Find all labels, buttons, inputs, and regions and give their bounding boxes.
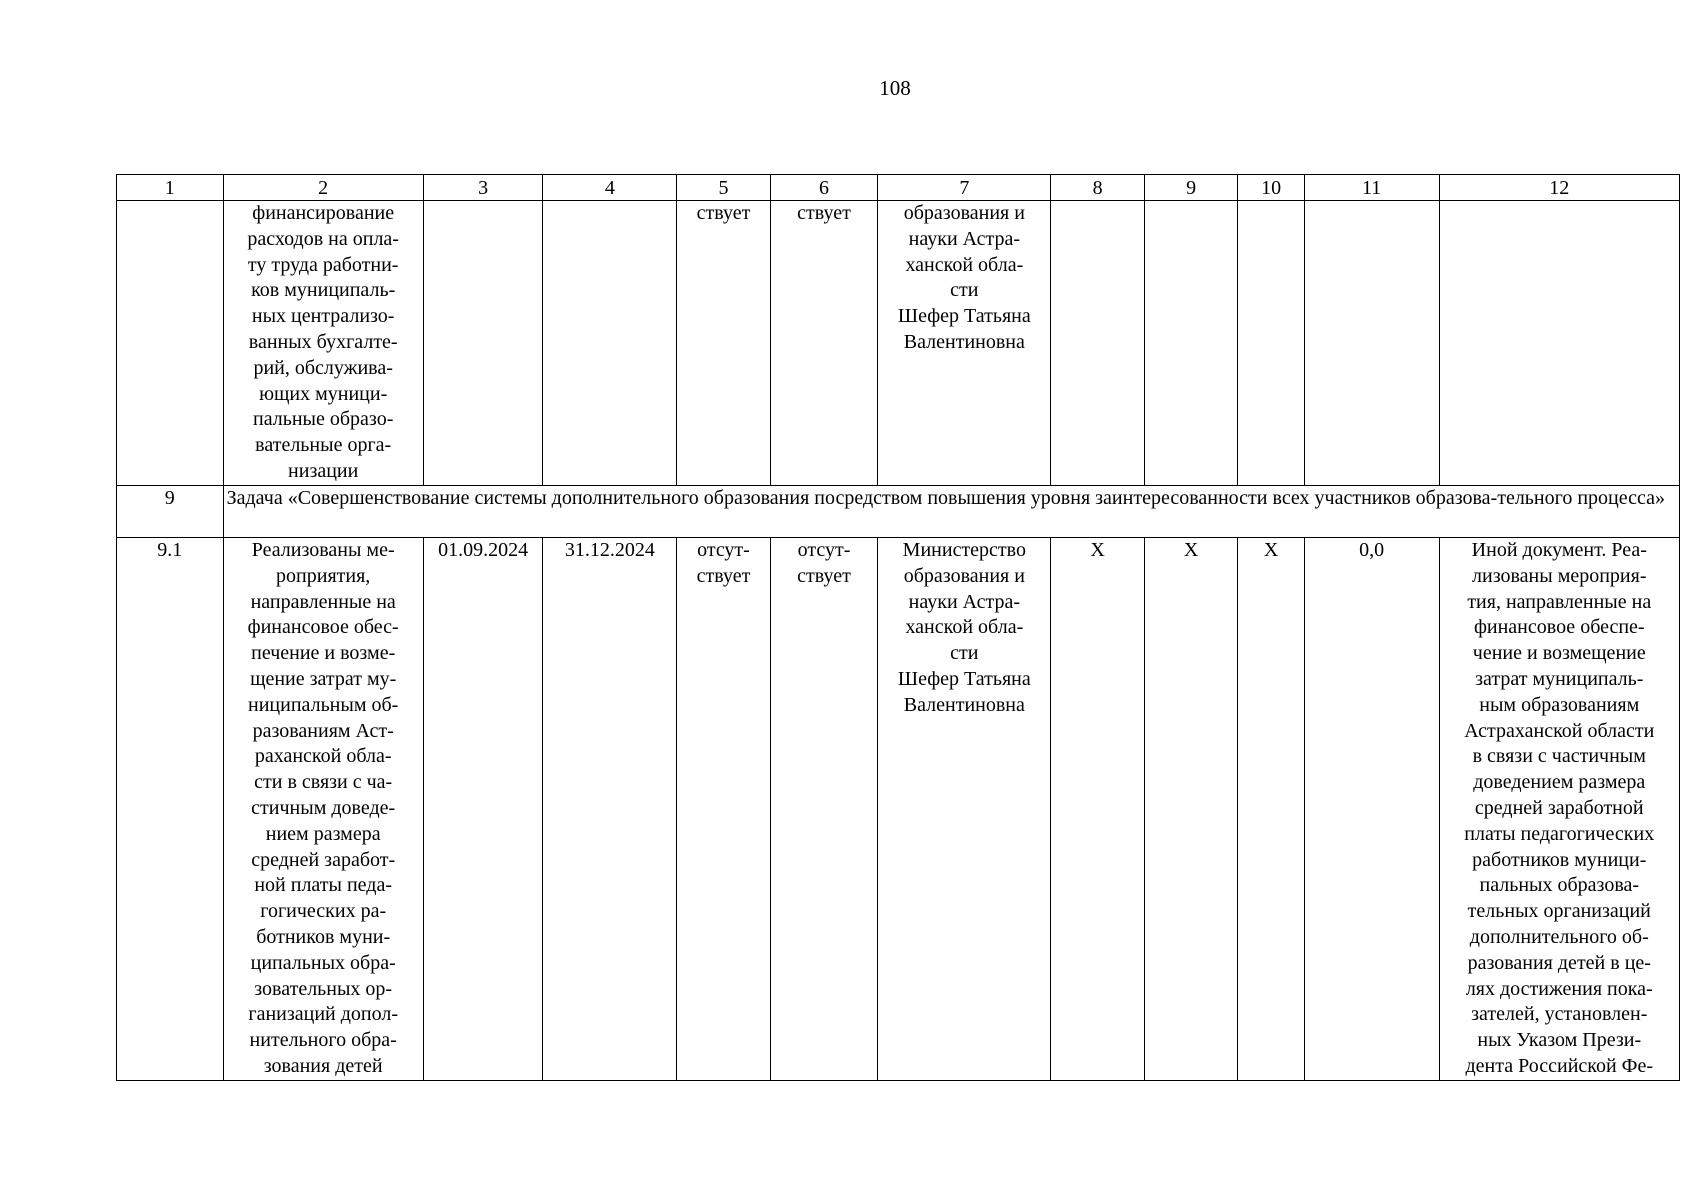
- table-cell: [1144, 201, 1238, 486]
- table-cell: [543, 201, 677, 486]
- start-date: 01.09.2024: [423, 538, 543, 1081]
- table-cell: образования и науки Астра- ханской обла- сти Шефер Татьяна Валентиновна: [878, 201, 1051, 486]
- column-number: 5: [677, 175, 771, 201]
- table-cell: 0,0: [1304, 538, 1439, 1081]
- end-date: 31.12.2024: [543, 538, 677, 1081]
- column-number: 8: [1051, 175, 1145, 201]
- table-row: [117, 201, 1680, 486]
- column-number: 6: [770, 175, 878, 201]
- table-cell: финансирование расходов на опла- ту труда работни- ков муниципаль- ных централизо- ванных бухгалте- рий, обслужива- ющих муници- пальные образо- вательные орга- низации: [223, 201, 423, 486]
- column-number: 2: [223, 175, 423, 201]
- table-cell: Х: [1051, 538, 1145, 1081]
- table-cell: [1304, 201, 1439, 486]
- column-number: 12: [1439, 175, 1679, 201]
- table-cell: ствует: [677, 201, 771, 486]
- table-cell: отсут- ствует: [677, 538, 771, 1081]
- column-number: 4: [543, 175, 677, 201]
- table-row: [117, 538, 1680, 1081]
- table-cell: Реализованы ме- роприятия, направленные на финансовое обес- печение и возме- щение затрат му- ниципальным об- разованиям Аст- раханской обла- сти в связи с ча- стичным доведе- нием размера средней заработ- ной платы педа- гогических ра- ботников муни- ципальных обра- зовательных ор- ганизаций допол- нительного обра- зования детей: [223, 538, 423, 1081]
- table-cell: [1051, 201, 1145, 486]
- table-cell: ствует: [770, 201, 878, 486]
- document-cell: Иной документ. Реа- лизованы мероприя- тия, направленные на финансовое обеспе- чение и возмещение затрат муниципаль- ным образованиям Астраханской области в связи с частичным доведением размера средней заработной платы педагогических работников муници- пальных образова- тельных организаций дополнительного об- разования детей в це- лях достижения пока- зателей, установлен- ных Указом Прези- дента Российской Фе-: [1439, 538, 1679, 1081]
- table-cell: [117, 201, 224, 486]
- table-cell: [423, 201, 543, 486]
- task-title: Задача «Совершенствование системы дополнительного образования посредством повышения уровня заинтересованности всех участников образова-тельного процесса»: [223, 486, 1679, 538]
- column-number: 9: [1144, 175, 1238, 201]
- plan-table: [116, 174, 1680, 1081]
- table-cell: Х: [1144, 538, 1238, 1081]
- column-number: 11: [1304, 175, 1439, 201]
- item-number: 9.1: [117, 538, 224, 1081]
- column-number: 3: [423, 175, 543, 201]
- task-number: 9: [117, 486, 224, 538]
- table-cell: [1238, 201, 1304, 486]
- table-cell: отсут- ствует: [770, 538, 878, 1081]
- column-number: 10: [1238, 175, 1304, 201]
- column-number: 1: [117, 175, 224, 201]
- page-number: 108: [879, 76, 911, 100]
- responsible-cell: Министерство образования и науки Астра- ханской обла- сти Шефер Татьяна Валентиновна: [878, 538, 1051, 1081]
- task-row: [117, 486, 1680, 538]
- table-cell: Х: [1238, 538, 1304, 1081]
- column-number-row: [117, 175, 1680, 201]
- column-number: 7: [878, 175, 1051, 201]
- table-cell: [1439, 201, 1679, 486]
